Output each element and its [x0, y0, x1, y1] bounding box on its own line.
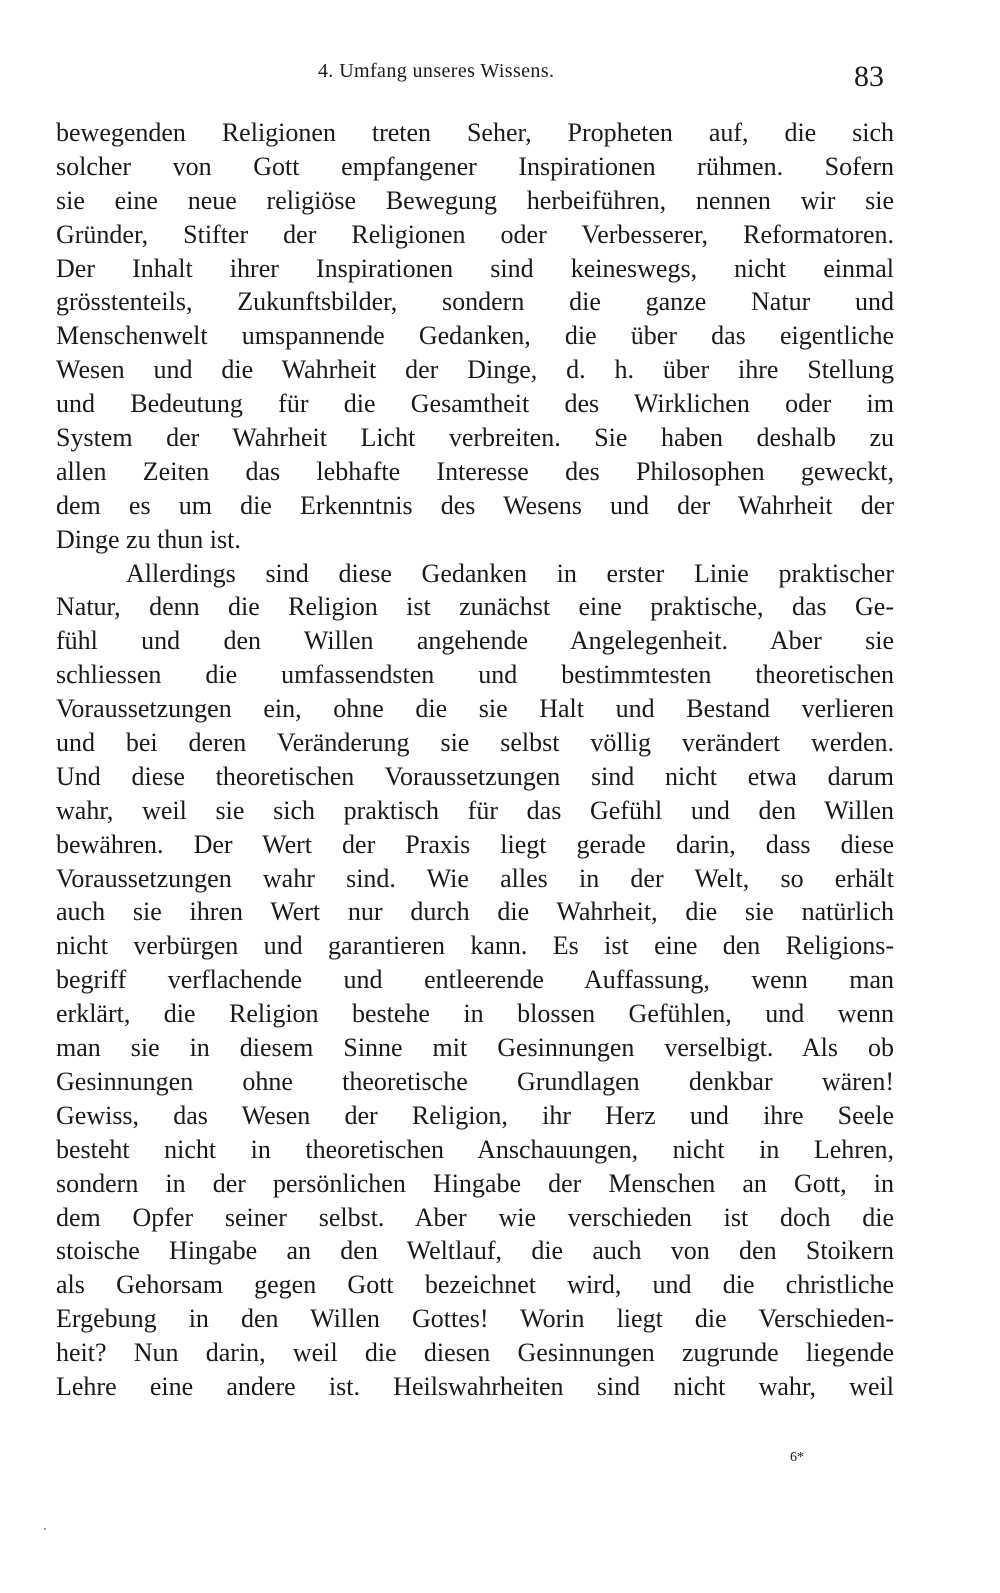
text-line: Gewiss, das Wesen der Religion, ihr Herz und ihre Seele — [56, 1100, 894, 1130]
text-line: Voraussetzungen wahr sind. Wie alles in der Welt, so erhält — [56, 863, 894, 893]
text-line: solcher von Gott empfangener Inspirationen rühmen. Sofern — [56, 151, 894, 181]
text-line: sie eine neue religiöse Bewegung herbeiführen, nennen wir sie — [56, 185, 894, 215]
text-line: fühl und den Willen angehende Angelegenheit. Aber sie — [56, 626, 894, 656]
text-line: Natur, denn die Religion ist zunächst eine praktische, das Ge- — [56, 592, 894, 622]
text-line: Der Inhalt ihrer Inspirationen sind keineswegs, nicht einmal — [56, 253, 894, 283]
text-line: und Bedeutung für die Gesamtheit des Wirklichen oder im — [56, 389, 894, 419]
text-line: man sie in diesem Sinne mit Gesinnungen verselbigt. Als ob — [56, 1033, 894, 1063]
text-line: Wesen und die Wahrheit der Dinge, d. h. über ihre Stellung — [56, 355, 894, 385]
text-line: und bei deren Veränderung sie selbst völlig verändert werden. — [56, 728, 894, 758]
text-line: erklärt, die Religion bestehe in blossen Gefühlen, und wenn — [56, 999, 894, 1029]
text-line: nicht verbürgen und garantieren kann. Es ist eine den Religions- — [56, 931, 894, 961]
text-line: dem es um die Erkenntnis des Wesens und der Wahrheit der — [56, 490, 894, 520]
signature-mark: 6* — [790, 1450, 804, 1465]
text-line: heit? Nun darin, weil die diesen Gesinnungen zugrunde liegende — [56, 1338, 894, 1368]
text-line: Und diese theoretischen Voraussetzungen sind nicht etwa darum — [56, 761, 894, 791]
text-line: schliessen die umfassendsten und bestimmtesten theoretischen — [56, 660, 894, 690]
text-line: dem Opfer seiner selbst. Aber wie verschieden ist doch die — [56, 1202, 894, 1232]
text-line: bewähren. Der Wert der Praxis liegt gerade darin, dass diese — [56, 829, 894, 859]
text-line: System der Wahrheit Licht verbreiten. Sie haben deshalb zu — [56, 423, 894, 453]
text-line: Ergebung in den Willen Gottes! Worin liegt die Verschieden- — [56, 1304, 894, 1334]
text-line: grösstenteils, Zukunftsbilder, sondern die ganze Natur und — [56, 287, 894, 317]
text-line: Voraussetzungen ein, ohne die sie Halt und Bestand verlieren — [56, 694, 894, 724]
text-line: als Gehorsam gegen Gott bezeichnet wird, und die christliche — [56, 1270, 894, 1300]
text-line: besteht nicht in theoretischen Anschauungen, nicht in Lehren, — [56, 1134, 894, 1164]
text-line: bewegenden Religionen treten Seher, Propheten auf, die sich — [56, 118, 894, 147]
text-line: Lehre eine andere ist. Heilswahrheiten sind nicht wahr, weil — [56, 1371, 894, 1401]
text-line: wahr, weil sie sich praktisch für das Gefühl und den Willen — [56, 795, 894, 825]
text-line: auch sie ihren Wert nur durch die Wahrheit, die sie natürlich — [56, 897, 894, 927]
text-line: sondern in der persönlichen Hingabe der Menschen an Gott, in — [56, 1168, 894, 1198]
text-line: allen Zeiten das lebhafte Interesse des Philosophen geweckt, — [56, 456, 894, 486]
paragraph-end-line: Dinge zu thun ist. — [56, 524, 241, 554]
text-line: Menschenwelt umspannende Gedanken, die über das eigentliche — [56, 321, 894, 351]
running-head: 4. Umfang unseres Wissens. — [318, 60, 555, 82]
text-line: Gesinnungen ohne theoretische Grundlagen denkbar wären! — [56, 1066, 894, 1096]
body-text — [56, 116, 894, 1404]
print-speck — [44, 1528, 46, 1530]
text-line: Gründer, Stifter der Religionen oder Verbesserer, Reformatoren. — [56, 219, 894, 249]
text-line: begriff verflachende und entleerende Auffassung, wenn man — [56, 965, 894, 995]
paragraph-start-line: Allerdings sind diese Gedanken in erster Linie praktischer — [126, 558, 894, 588]
page-number: 83 — [854, 60, 884, 93]
text-line: stoische Hingabe an den Weltlauf, die auch von den Stoikern — [56, 1236, 894, 1266]
